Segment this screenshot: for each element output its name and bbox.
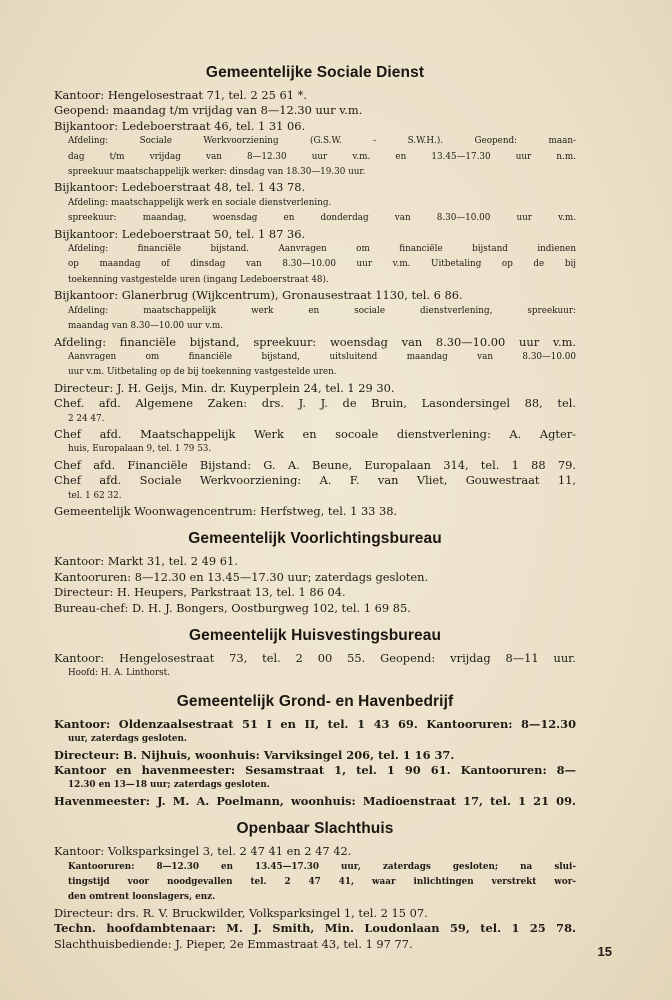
text-line: Chef afd. Sociale Werkvoorziening: A. F. van Vliet, Gouwestraat 11, — [54, 473, 576, 488]
text-line: tingstijd voor noodgevallen tel. 2 47 41, waar inlichtingen verstrekt wor- — [68, 877, 576, 888]
text-line: Kantoor en havenmeester: Sesamstraat 1, tel. 1 90 61. Kantooruren: 8— — [54, 763, 576, 778]
text-line: 12.30 en 13—18 uur; zaterdags gesloten. — [68, 780, 270, 791]
section-heading: Gemeentelijk Grond- en Havenbedrijf — [176, 692, 454, 710]
text-line: Directeur: H. Heupers, Parkstraat 13, tel. 1 86 04. — [54, 585, 346, 600]
text-line: Havenmeester: J. M. A. Poelmann, woonhuis: Madioenstraat 17, tel. 1 21 09. — [54, 793, 576, 808]
text-line: toekenning vastgestelde uren (ingang Ledeboerstraat 48). — [68, 274, 329, 285]
section-heading: Openbaar Slachthuis — [236, 820, 394, 838]
text-line: spreekuur maatschappelijk werker: dinsdag van 18.30—19.30 uur. — [68, 167, 366, 178]
text-line: Geopend: maandag t/m vrijdag van 8—12.30 uur v.m. — [54, 103, 363, 118]
text-line: Kantoor: Oldenzaalsestraat 51 I en II, tel. 1 43 69. Kantooruren: 8—12.30 — [54, 716, 576, 731]
text-line: Kantoor: Hengelosestraat 73, tel. 2 00 55. Geopend: vrijdag 8—11 uur. — [54, 651, 576, 665]
section-heading: Gemeentelijke Sociale Dienst — [205, 64, 425, 81]
section-body — [54, 554, 576, 616]
text-line: Afdeling: financiële bijstand, spreekuur: woensdag van 8.30—10.00 uur v.m. — [54, 334, 576, 349]
text-line: 2 24 47. — [68, 413, 105, 424]
text-line: Kantooruren: 8—12.30 en 13.45—17.30 uur; zaterdags gesloten. — [54, 569, 429, 584]
text-line: Slachthuisbediende: J. Pieper, 2e Emmastraat 43, tel. 1 97 77. — [54, 936, 413, 951]
section-body — [54, 651, 576, 682]
text-line: den omtrent loonslagers, enz. — [68, 892, 216, 903]
text-line: Afdeling: financiële bijstand. Aanvragen om financiële bijstand indienen — [68, 244, 576, 255]
text-line: spreekuur: maandag, woensdag en donderdag van 8.30—10.00 uur v.m. — [68, 213, 576, 224]
text-line: Chef afd. Maatschappelijk Werk en socoale dienstverlening: A. Agter- — [54, 426, 576, 441]
section — [54, 820, 576, 952]
text-line: Bijkantoor: Glanerbrug (Wijkcentrum), Gronausestraat 1130, tel. 6 86. — [54, 288, 463, 303]
section — [54, 64, 576, 519]
text-line: uur, zaterdags gesloten. — [68, 734, 187, 745]
page-content — [54, 64, 576, 963]
text-line: Afdeling: maatschappelijk werk en sociale dienstverlening, spreekuur: — [68, 305, 576, 316]
text-line: Bijkantoor: Ledeboerstraat 46, tel. 1 31 06. — [54, 118, 306, 133]
text-line: Kantoor: Volksparksingel 3, tel. 2 47 41 en 2 47 42. — [54, 844, 352, 859]
text-line: Directeur: B. Nijhuis, woonhuis: Varviksingel 206, tel. 1 16 37. — [54, 747, 455, 762]
section-body — [54, 717, 576, 809]
section-body — [54, 844, 576, 952]
text-line: Hoofd: H. A. Linthorst. — [68, 668, 170, 679]
section — [54, 530, 576, 616]
section-heading: Gemeentelijk Voorlichtingsbureau — [188, 530, 442, 548]
section — [54, 627, 576, 682]
section-heading: Gemeentelijk Huisvestingsbureau — [188, 627, 442, 644]
text-line: tel. 1 62 32. — [68, 490, 122, 501]
section — [54, 693, 576, 809]
text-line: huis, Europalaan 9, tel. 1 79 53. — [68, 444, 212, 455]
text-line: Directeur: J. H. Geijs, Min. dr. Kuyperplein 24, tel. 1 29 30. — [54, 380, 395, 395]
text-line: Kantoor: Hengelosestraat 71, tel. 2 25 61 *. — [54, 88, 307, 102]
text-line: Bureau-chef: D. H. J. Bongers, Oostburgweg 102, tel. 1 69 85. — [54, 600, 411, 615]
text-line: maandag van 8.30—10.00 uur v.m. — [68, 321, 224, 332]
text-line: uur v.m. Uitbetaling op de bij toekenning vastgestelde uren. — [68, 367, 337, 378]
text-line: Kantoor: Markt 31, tel. 2 49 61. — [54, 554, 238, 569]
text-line: Bijkantoor: Ledeboerstraat 50, tel. 1 87 36. — [54, 226, 306, 241]
text-line: Aanvragen om financiële bijstand, uitsluitend maandag van 8.30—10.00 — [68, 351, 576, 362]
text-line: Afdeling: maatschappelijk werk en sociale dienstverlening. — [68, 197, 332, 208]
text-line: Kantooruren: 8—12.30 en 13.45—17.30 uur, zaterdags gesloten; na slui- — [68, 861, 576, 872]
section-body — [54, 88, 576, 519]
text-line: Afdeling: Sociale Werkvoorziening (G.S.W. - S.W.H.). Geopend: maan- — [68, 136, 576, 147]
text-line: Chef. afd. Algemene Zaken: drs. J. J. de Bruin, Lasondersingel 88, tel. — [54, 396, 576, 411]
text-line: Gemeentelijk Woonwagencentrum: Herfstweg, tel. 1 33 38. — [54, 503, 398, 518]
text-line: op maandag of dinsdag van 8.30—10.00 uur v.m. Uitbetaling op de bij — [68, 259, 576, 270]
page-number: 15 — [597, 944, 612, 959]
text-line: dag t/m vrijdag van 8—12.30 uur v.m. en 13.45—17.30 uur n.m. — [68, 151, 576, 162]
text-line: Techn. hoofdambtenaar: M. J. Smith, Min. Loudonlaan 59, tel. 1 25 78. — [54, 921, 576, 936]
text-line: Directeur: drs. R. V. Bruckwilder, Volksparksingel 1, tel. 2 15 07. — [54, 905, 428, 920]
text-line: Chef afd. Financiële Bijstand: G. A. Beune, Europalaan 314, tel. 1 88 79. — [54, 457, 576, 472]
text-line: Bijkantoor: Ledeboerstraat 48, tel. 1 43 78. — [54, 180, 306, 195]
